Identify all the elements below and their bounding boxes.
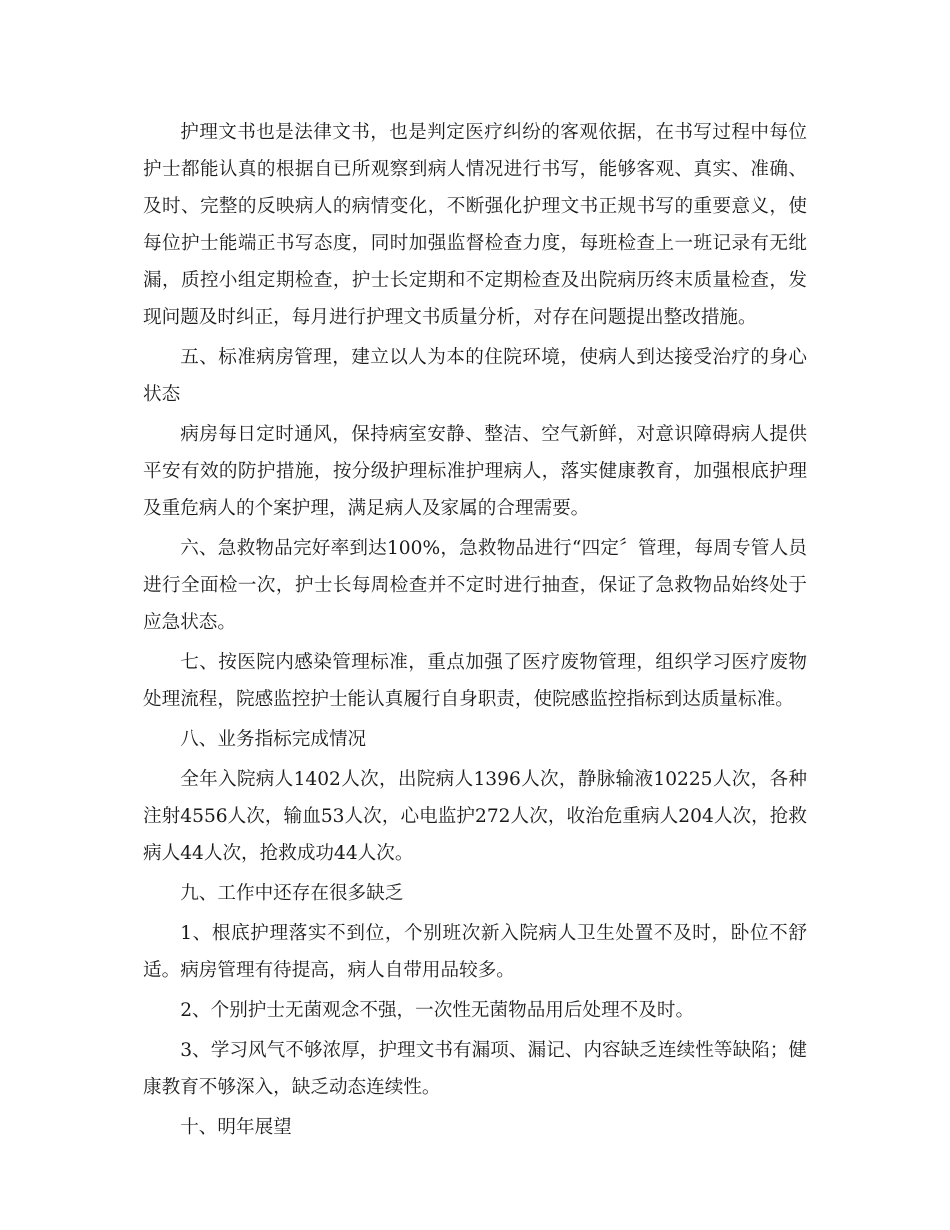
list-item-shortcoming-3: 3、学习风气不够浓厚，护理文书有漏项、漏记、内容缺乏连续性等缺陷；健康教育不够深入，缺乏动态连续性。 <box>143 1040 807 1098</box>
paragraph-business-indicators: 全年入院病人1402人次，出院病人1396人次，静脉输液10225人次，各种注射4556人次，输血53人次，心电监护272人次，收治危重病人204人次，抢救病人44人次，抢救成功44人次。 <box>143 769 807 864</box>
heading-shortcomings: 九、工作中还存在很多缺乏 <box>180 883 404 904</box>
heading-ward-management: 五、标准病房管理，建立以人为本的住院环境，使病人到达接受治疗的身心状态 <box>143 347 807 405</box>
paragraph-emergency-supplies: 六、急救物品完好率到达100%，急救物品进行“四定〞管理，每周专管人员进行全面检一次，护士长每周检查并不定时进行抽查，保证了急救物品始终处于应急状态。 <box>143 538 807 633</box>
heading-outlook: 十、明年展望 <box>180 1117 292 1138</box>
document-page <box>143 114 807 1146</box>
paragraph-ward-management: 病房每日定时通风，保持病室安静、整洁、空气新鲜，对意识障碍病人提供平安有效的防护措施，按分级护理标准护理病人，落实健康教育，加强根底护理及重危病人的个案护理，满足病人及家属的合理需要。 <box>143 424 807 519</box>
heading-business-indicators: 八、业务指标完成情况 <box>180 729 367 750</box>
paragraph-nursing-documents: 护理文书也是法律文书，也是判定医疗纠纷的客观依据，在书写过程中每位护士都能认真的根据自已所观察到病人情况进行书写，能够客观、真实、准确、及时、完整的反映病人的病情变化，不断强化护理文书正规书写的重要意义，使每位护士能端正书写态度，同时加强监督检查力度，每班检查上一班记录有无纰漏，质控小组定期检查，护士长定期和不定期检查及出院病历终末质量检查，发现问题及时纠正，每月进行护理文书质量分析，对存在问题提出整改措施。 <box>143 122 807 328</box>
list-item-shortcoming-2: 2、个别护士无菌观念不强，一次性无菌物品用后处理不及时。 <box>180 1000 695 1021</box>
list-item-shortcoming-1: 1、根底护理落实不到位，个别班次新入院病人卫生处置不及时，卧位不舒适。病房管理有待提高，病人自带用品较多。 <box>143 923 807 981</box>
paragraph-infection-control: 七、按医院内感染管理标准，重点加强了医疗废物管理，组织学习医疗废物处理流程，院感监控护士能认真履行自身职责，使院感监控指标到达质量标准。 <box>143 652 807 710</box>
